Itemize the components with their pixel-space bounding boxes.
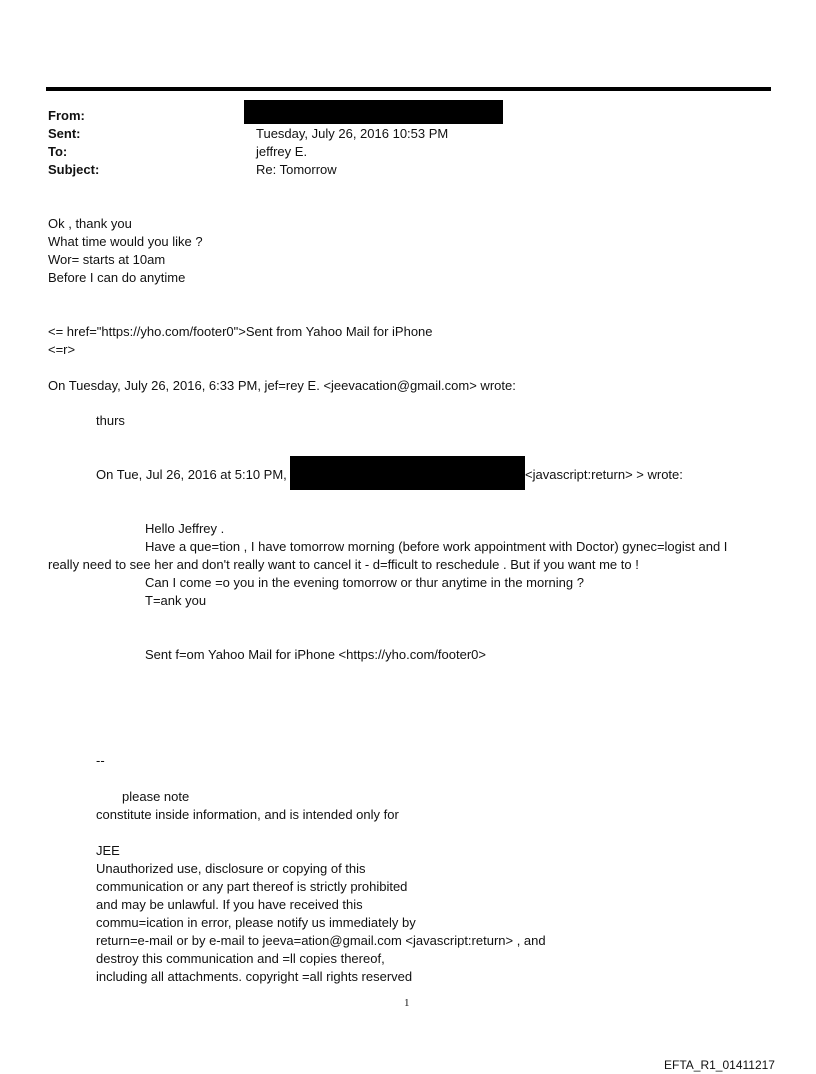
signature-line: <= href="https://yho.com/footer0">Sent from Yahoo Mail for iPhone xyxy=(48,324,433,339)
redacted-sender xyxy=(290,456,525,490)
header-rule xyxy=(46,87,771,91)
quote1-header: On Tuesday, July 26, 2016, 6:33 PM, jef=rey E. <jeevacation@gmail.com> wrote: xyxy=(48,378,516,393)
sent-label: Sent: xyxy=(48,126,81,141)
quote2-signature: Sent f=om Yahoo Mail for iPhone <https://yho.com/footer0> xyxy=(145,647,486,662)
disclaimer-line: and may be unlawful. If you have received this xyxy=(96,897,363,912)
disclaimer-line: communication or any part thereof is strictly prohibited xyxy=(96,879,408,894)
to-value: jeffrey E. xyxy=(256,144,308,159)
subject-label: Subject: xyxy=(48,162,100,177)
signature-line: <=r> xyxy=(48,342,76,357)
page-number: 1 xyxy=(404,997,410,1009)
disclaimer-line: destroy this communication and =ll copies thereof, xyxy=(96,951,385,966)
quote2-header-suffix: <javascript:return> > wrote: xyxy=(525,467,683,482)
quote2-line: Hello Jeffrey . xyxy=(145,521,225,536)
disclaimer-line: return=e-mail or by e-mail to jeeva=ation@gmail.com <javascript:return> , and xyxy=(96,933,546,948)
disclaimer-line: commu=ication in error, please notify us immediately by xyxy=(96,915,416,930)
reply-line: Wor= starts at 10am xyxy=(48,252,166,267)
quote2-line: Can I come =o you in the evening tomorrow or thur anytime in the morning ? xyxy=(145,575,584,590)
reply-line: What time would you like ? xyxy=(48,234,203,249)
quote2-line: T=ank you xyxy=(145,593,207,608)
reply-line: Before I can do anytime xyxy=(48,270,186,285)
to-label: To: xyxy=(48,144,68,159)
disclaimer-line: please note xyxy=(122,789,190,804)
disclaimer-line: constitute inside information, and is intended only for xyxy=(96,807,399,822)
disclaimer-line: including all attachments. copyright =all rights reserved xyxy=(96,969,413,984)
disclaimer-line: JEE xyxy=(96,843,120,858)
document-id: EFTA_R1_01411217 xyxy=(664,1058,775,1072)
disclaimer-line: Unauthorized use, disclosure or copying of this xyxy=(96,861,366,876)
sent-value: Tuesday, July 26, 2016 10:53 PM xyxy=(256,126,449,141)
quote2-line: really need to see her and don't really want to cancel it - d=fficult to reschedule . But if you want me to ! xyxy=(48,557,639,572)
quote2-header-prefix: On Tue, Jul 26, 2016 at 5:10 PM, xyxy=(96,467,287,482)
reply-line: Ok , thank you xyxy=(48,216,132,231)
subject-value: Re: Tomorrow xyxy=(256,162,337,177)
quote2-line: Have a que=tion , I have tomorrow morning (before work appointment with Doctor) gynec=logist and I xyxy=(145,539,728,554)
quote1-body: thurs xyxy=(96,413,125,428)
from-label: From: xyxy=(48,108,85,123)
sig-separator: -- xyxy=(96,753,105,768)
redacted-from xyxy=(244,100,503,124)
